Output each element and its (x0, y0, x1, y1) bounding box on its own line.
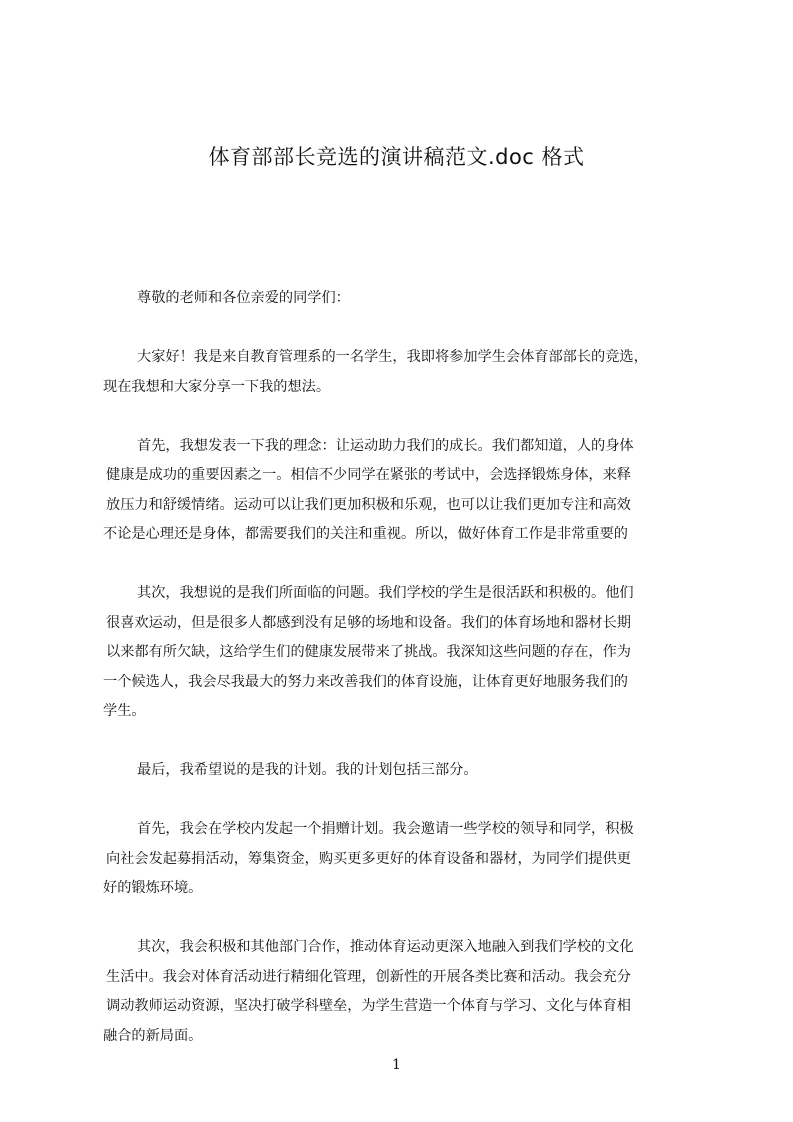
document-title: 体育部部长竞选的演讲稿范文.doc 格式 (208, 145, 585, 169)
paragraph-plan-donation (103, 815, 705, 904)
text-line: 其次，我会积极和其他部门合作，推动体育运动更深入地融入到我们学校的文化 (137, 939, 634, 955)
text-line: 不论是心理还是身体，都需要我们的关注和重视。所以，做好体育工作是非常重要的 (103, 526, 628, 542)
paragraph-greeting (103, 284, 705, 314)
text-line: 最后，我希望说的是我的计划。我的计划包括三部分。 (137, 762, 478, 778)
text-line: 调动教师运动资源，坚决打破学科壁垒，为学生营造一个体育与学习、文化与体育相 (106, 998, 631, 1014)
text-line: 很喜欢运动，但是很多人都感到没有足够的场地和设备。我们的体育场地和器材长期 (106, 614, 631, 631)
text-line: 生活中。我会对体育活动进行精细化管理，创新性的开展各类比赛和活动。我会充分 (106, 968, 631, 985)
text-line: 向社会发起募捐活动，筹集资金，购买更多更好的体育设备和器材，为同学们提供更 (106, 850, 631, 867)
text-line: 尊敬的老师和各位亲爱的同学们： (137, 290, 350, 306)
text-line: 融合的新局面。 (103, 1027, 203, 1044)
text-line: 首先，我想发表一下我的理念：让运动助力我们的成长。我们都知道，人的身体 (137, 437, 634, 454)
paragraph-plan-intro (103, 756, 705, 786)
text-line: 首先，我会在学校内发起一个捐赠计划。我会邀请一些学校的领导和同学，积极 (137, 821, 634, 837)
document-body (103, 284, 705, 1081)
text-line: 以来都有所欠缺，这给学生们的健康发展带来了挑战。我深知这些问题的存在，作为 (106, 644, 631, 660)
text-line: 健康是成功的重要因素之一。相信不少同学在紧张的考试中，会选择锻炼身体，来释 (106, 467, 631, 483)
text-line: 现在我想和大家分享一下我的想法。 (103, 378, 331, 395)
paragraph-problems (103, 579, 705, 727)
text-line: 大家好！我是来自教育管理系的一名学生，我即将参加学生会体育部部长的竞选， (137, 349, 648, 365)
paragraph-plan-cooperation (103, 933, 705, 1051)
text-line: 其次，我想说的是我们所面临的问题。我们学校的学生是很活跃和积极的。他们 (137, 585, 634, 601)
paragraph-philosophy (103, 432, 705, 550)
text-line: 一个候选人，我会尽我最大的努力来改善我们的体育设施，让体育更好地服务我们的 (103, 673, 628, 690)
text-line: 放压力和舒缓情绪。运动可以让我们更加积极和乐观，也可以让我们更加专注和高效 (106, 496, 631, 513)
page-number: 1 (392, 1057, 401, 1073)
paragraph-intro (103, 343, 705, 402)
text-line: 学生。 (103, 703, 146, 719)
text-line: 好的锻炼环境。 (103, 880, 203, 896)
